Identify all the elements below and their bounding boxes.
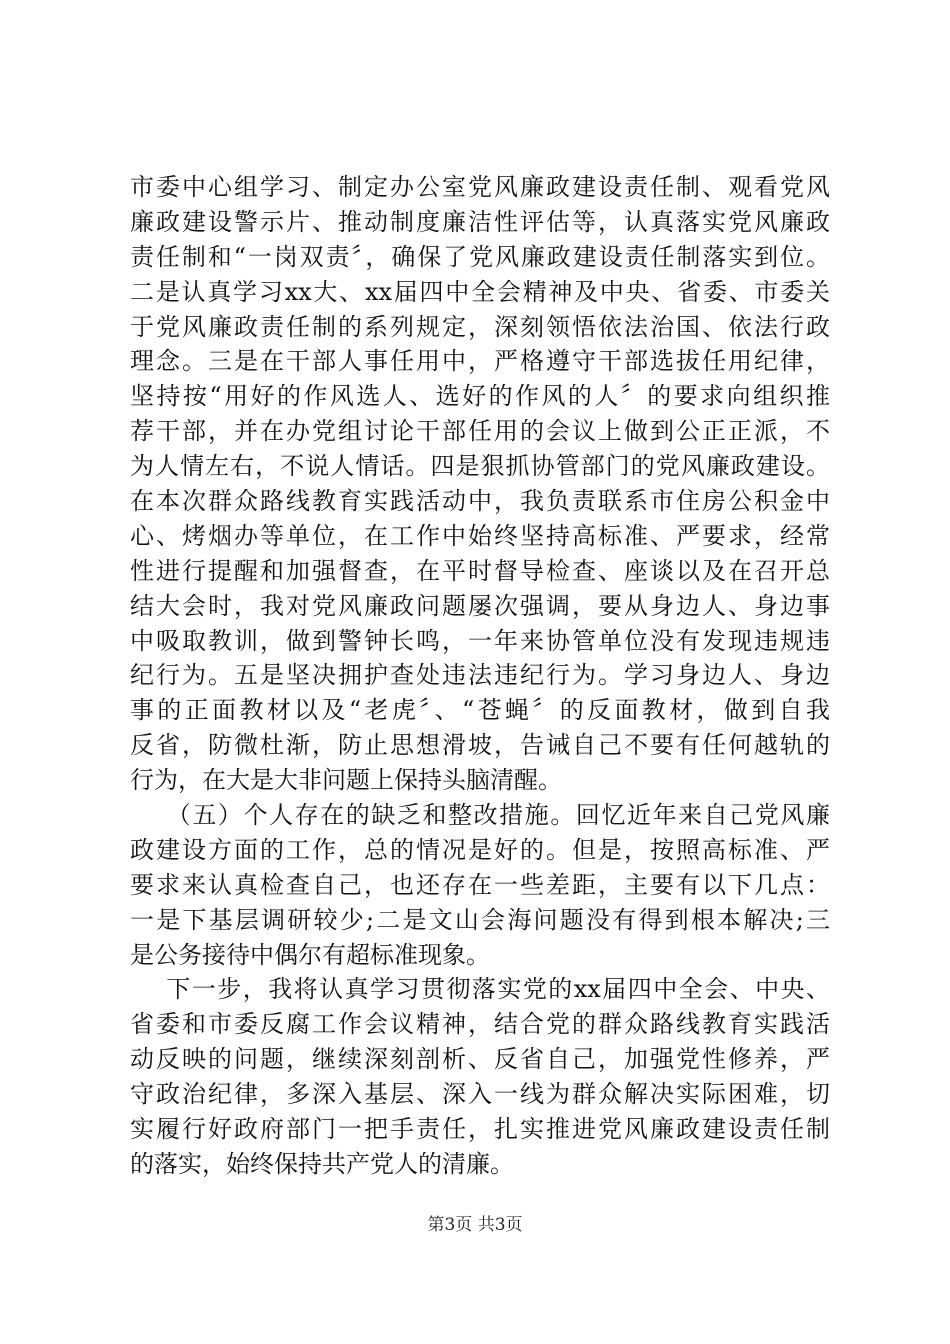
page-number-label: 第3页 共3页	[427, 1215, 523, 1235]
text-line: 荐干部，并在办党组讨论干部任用的会议上做到公正正派，不	[130, 417, 830, 446]
text-line: 结大会时，我对党风廉政问题屡次强调，要从身边人、身边事	[130, 591, 830, 620]
text-line: 责任制和“一岗双责〞，确保了党风廉政建设责任制落实到位。	[130, 242, 830, 271]
text-line: 实履行好政府部门一把手责任，扎实推进党风廉政建设责任制	[130, 1115, 830, 1144]
text-line: 于党风廉政责任制的系列规定，深刻领悟依法治国、依法行政	[130, 312, 830, 341]
text-line: 省委和市委反腐工作会议精神，结合党的群众路线教育实践活	[130, 1010, 830, 1039]
text-line: 事的正面教材以及“老虎〞、“苍蝇〞的反面教材，做到自我	[130, 696, 830, 725]
text-line: 为人情左右，不说人情话。四是狠抓协管部门的党风廉政建设。	[130, 452, 830, 481]
page-footer	[0, 1213, 950, 1237]
text-line: 心、烤烟办等单位，在工作中始终坚持高标准、严要求，经常	[130, 521, 830, 550]
text-line: 的落实，始终保持共产党人的清廉。	[130, 1149, 514, 1178]
text-line: 下一步，我将认真学习贯彻落实党的xx届四中全会、中央、	[130, 975, 830, 1004]
text-line: 守政治纪律，多深入基层、深入一线为群众解决实际困难，切	[130, 1080, 830, 1109]
text-line: 廉政建设警示片、推动制度廉洁性评估等，认真落实党风廉政	[130, 207, 830, 236]
text-line: 动反映的问题，继续深刻剖析、反省自己，加强党性修养，严	[130, 1045, 830, 1074]
text-line: （五）个人存在的缺乏和整改措施。回忆近年来自己党风廉	[130, 801, 830, 830]
text-line: 反省，防微杜渐，防止思想滑坡，告诫自己不要有任何越轨的	[130, 731, 830, 760]
text-line: 纪行为。五是坚决拥护查处违法违纪行为。学习身边人、身边	[130, 661, 830, 690]
text-line: 要求来认真检查自己，也还存在一些差距，主要有以下几点：	[130, 870, 830, 899]
text-line: 是公务接待中偶尔有超标准现象。	[130, 940, 490, 969]
text-line: 政建设方面的工作，总的情况是好的。但是，按照高标准、严	[130, 835, 830, 864]
text-line: 一是下基层调研较少;二是文山会海问题没有得到根本解决;三	[130, 905, 830, 934]
text-line: 中吸取教训，做到警钟长鸣，一年来协管单位没有发现违规违	[130, 626, 830, 655]
text-line: 性进行提醒和加强督查，在平时督导检查、座谈以及在召开总	[130, 556, 830, 585]
text-line: 行为，在大是大非问题上保持头脑清醒。	[130, 766, 562, 795]
text-line: 理念。三是在干部人事任用中，严格遵守干部选拔任用纪律，	[130, 347, 830, 376]
document-body	[130, 170, 830, 1182]
text-line: 市委中心组学习、制定办公室党风廉政建设责任制、观看党风	[130, 173, 830, 201]
text-line: 二是认真学习xx大、xx届四中全会精神及中央、省委、市委关	[130, 277, 830, 306]
text-line: 坚持按“用好的作风选人、选好的作风的人〞的要求向组织推	[130, 382, 830, 411]
text-line: 在本次群众路线教育实践活动中，我负责联系市住房公积金中	[130, 487, 830, 516]
